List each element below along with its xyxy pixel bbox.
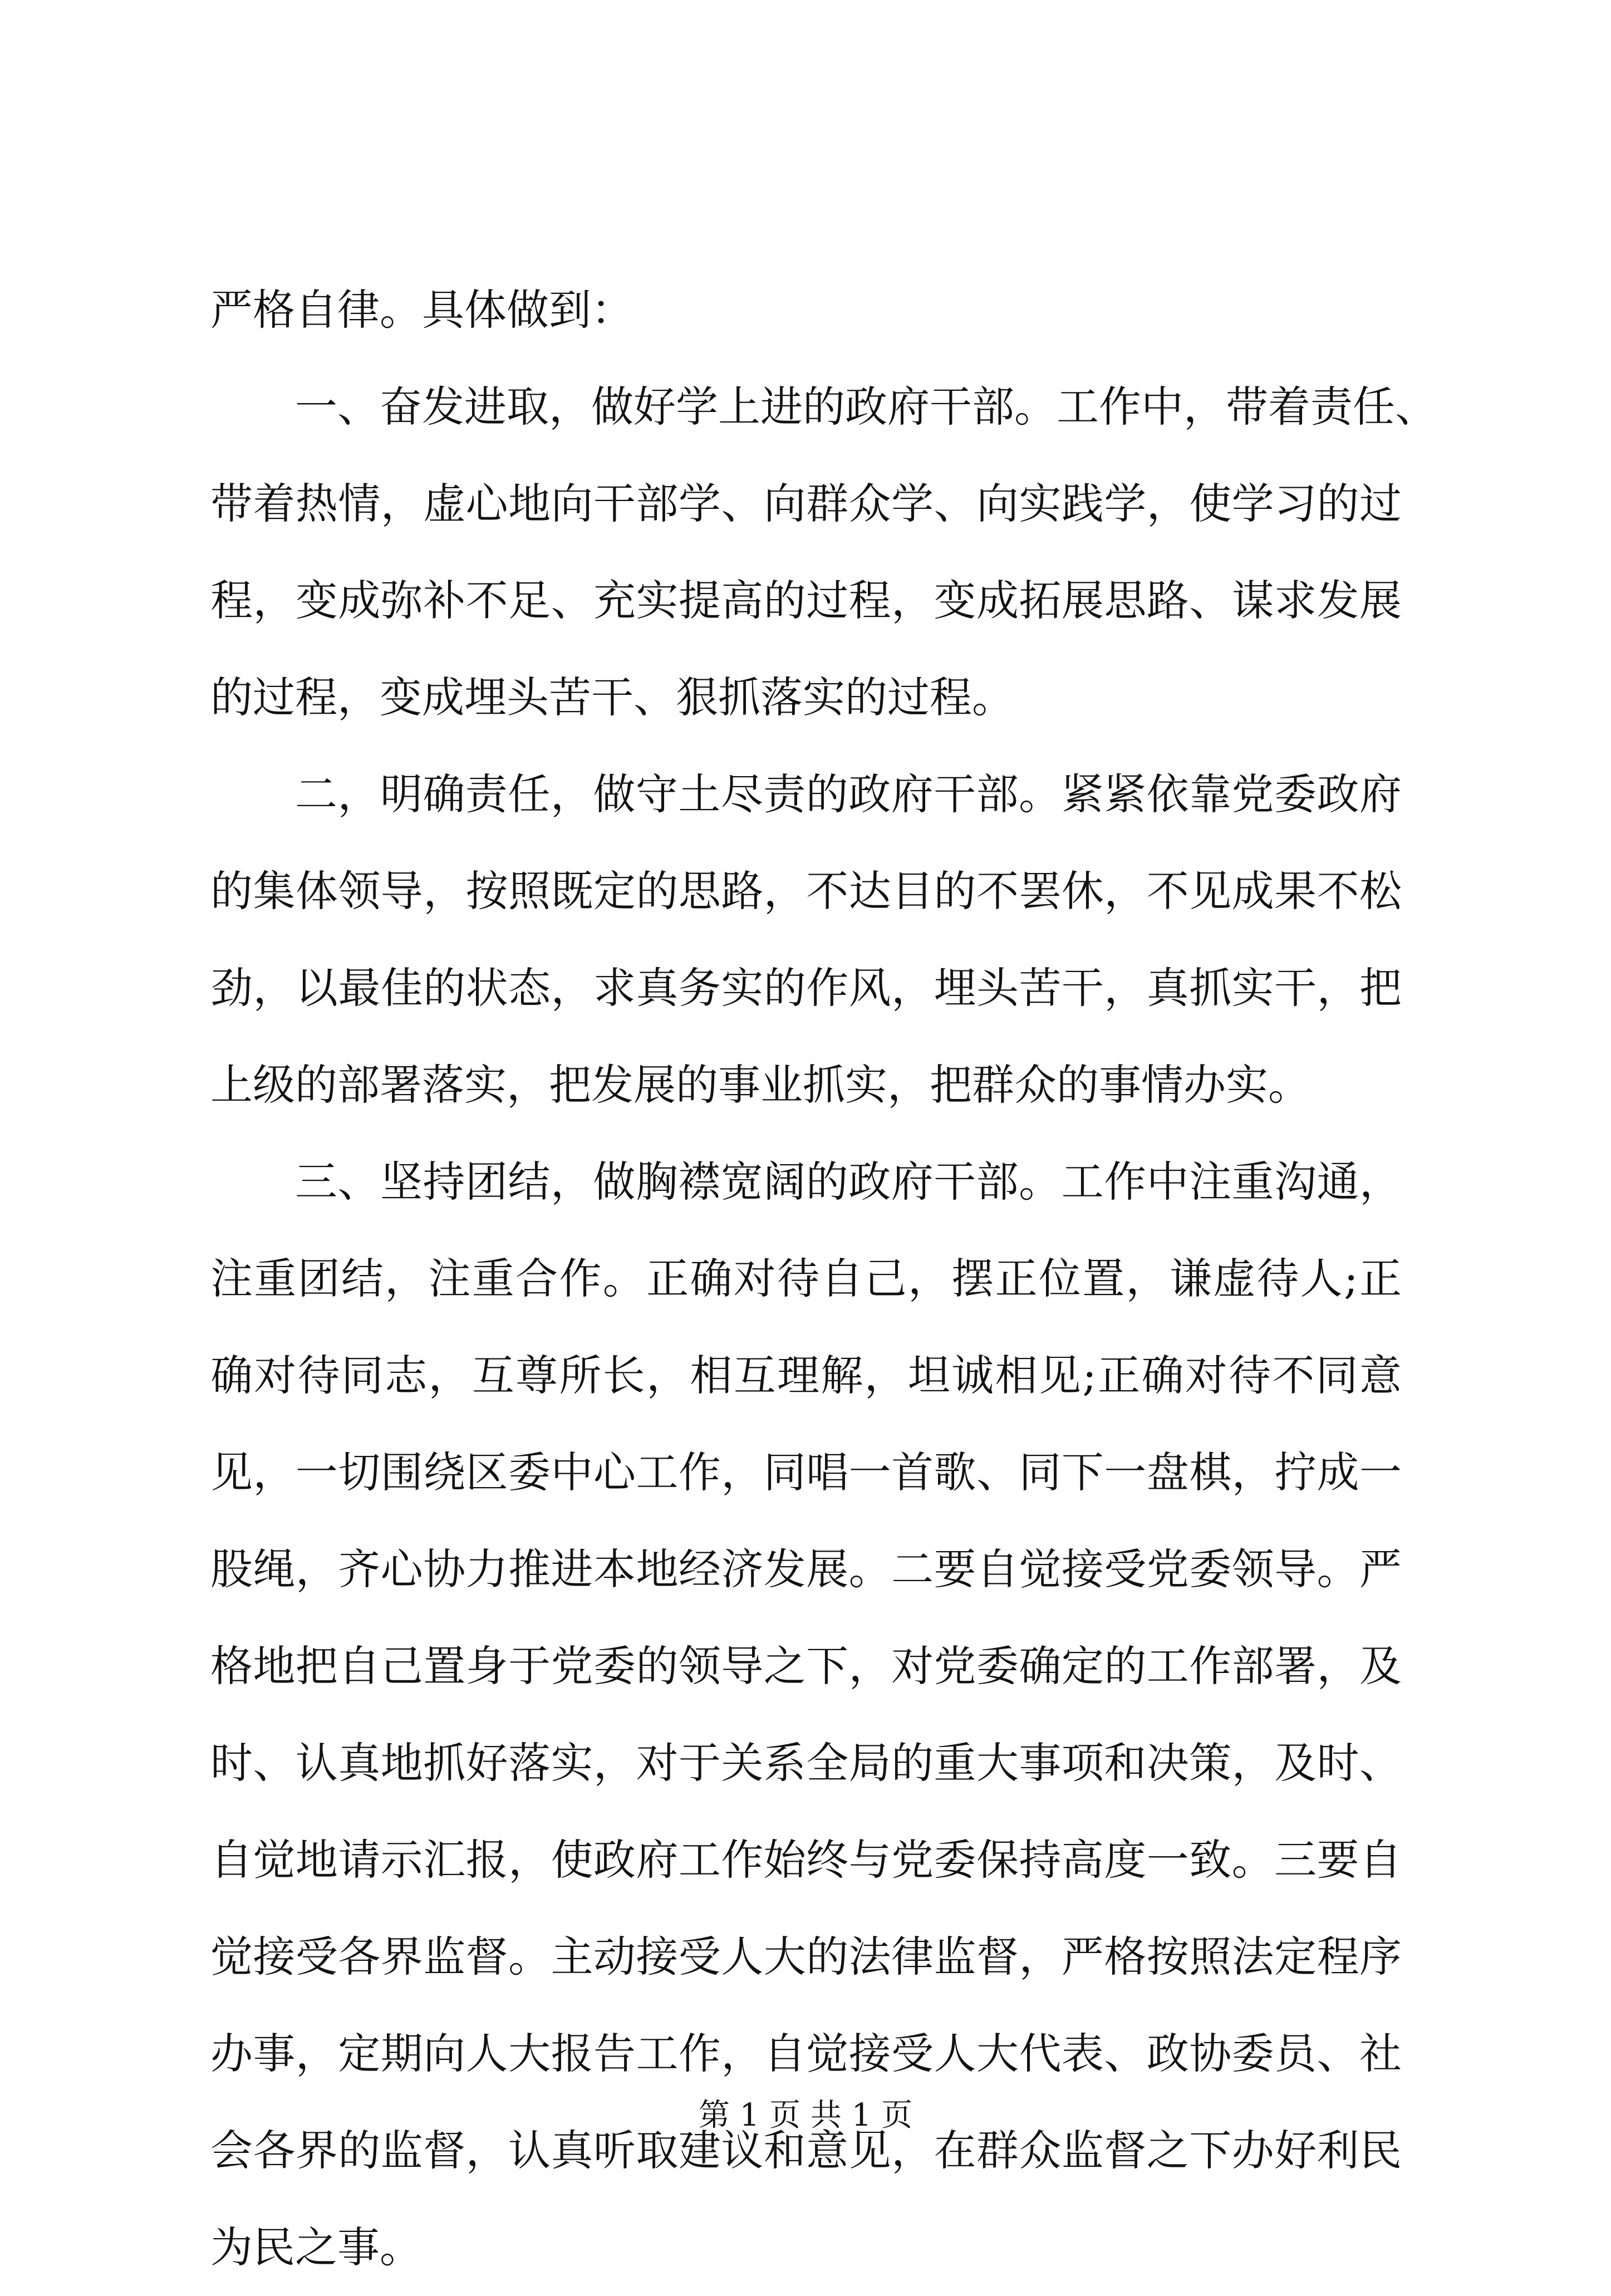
paragraph-first-line: 三、坚持团结，做胸襟宽阔的政府干部。工作中注重沟通， <box>295 1157 1402 1206</box>
paragraph-first-line: 一、奋发进取，做好学上进的政府干部。工作中，带着责任、 <box>295 382 1437 431</box>
text-line: 注重团结，注重合作。正确对待自己，摆正位置，谦虚待人;正 <box>210 1254 1402 1303</box>
text-line: 程，变成弥补不足、充实提高的过程，变成拓展思路、谋求发展 <box>210 576 1402 625</box>
text-line: 格地把自己置身于党委的领导之下，对党委确定的工作部署，及 <box>210 1641 1402 1691</box>
text-line: 见，一切围绕区委中心工作，同唱一首歌、同下一盘棋，拧成一 <box>210 1448 1402 1497</box>
text-line: 股绳，齐心协力推进本地经济发展。二要自觉接受党委领导。严 <box>210 1544 1402 1594</box>
text-line: 为民之事。 <box>210 2223 422 2272</box>
text-line: 确对待同志，互尊所长，相互理解，坦诚相见;正确对待不同意 <box>210 1351 1402 1400</box>
text-line: 劲，以最佳的状态，求真务实的作风，埋头苦干，真抓实干，把 <box>210 963 1402 1013</box>
text-line: 的过程，变成埋头苦干、狠抓落实的过程。 <box>210 673 1014 722</box>
text-line: 觉接受各界监督。主动接受人大的法律监督，严格按照法定程序 <box>210 1932 1402 1981</box>
body-text <box>210 262 1437 2296</box>
paragraph-first-line: 二，明确责任，做守土尽责的政府干部。紧紧依靠党委政府 <box>295 769 1402 819</box>
text-line: 办事，定期向人大报告工作，自觉接受人大代表、政协委员、社 <box>210 2029 1402 2078</box>
text-line: 的集体领导，按照既定的思路，不达目的不罢休，不见成果不松 <box>210 866 1402 916</box>
text-line: 自觉地请示汇报，使政府工作始终与党委保持高度一致。三要自 <box>210 1835 1402 1885</box>
text-line: 会各界的监督，认真听取建议和意见，在群众监督之下办好利民 <box>210 2126 1402 2175</box>
text-line: 时、认真地抓好落实，对于关系全局的重大事项和决策，及时、 <box>210 1738 1402 1788</box>
text-line: 带着热情，虚心地向干部学、向群众学、向实践学，使学习的过 <box>210 479 1402 528</box>
text-line: 严格自律。具体做到： <box>210 285 633 335</box>
text-line: 上级的部署落实，把发展的事业抓实，把群众的事情办实。 <box>210 1060 1310 1110</box>
page-number-footer: 第 1 页 共 1 页 <box>698 2097 913 2133</box>
